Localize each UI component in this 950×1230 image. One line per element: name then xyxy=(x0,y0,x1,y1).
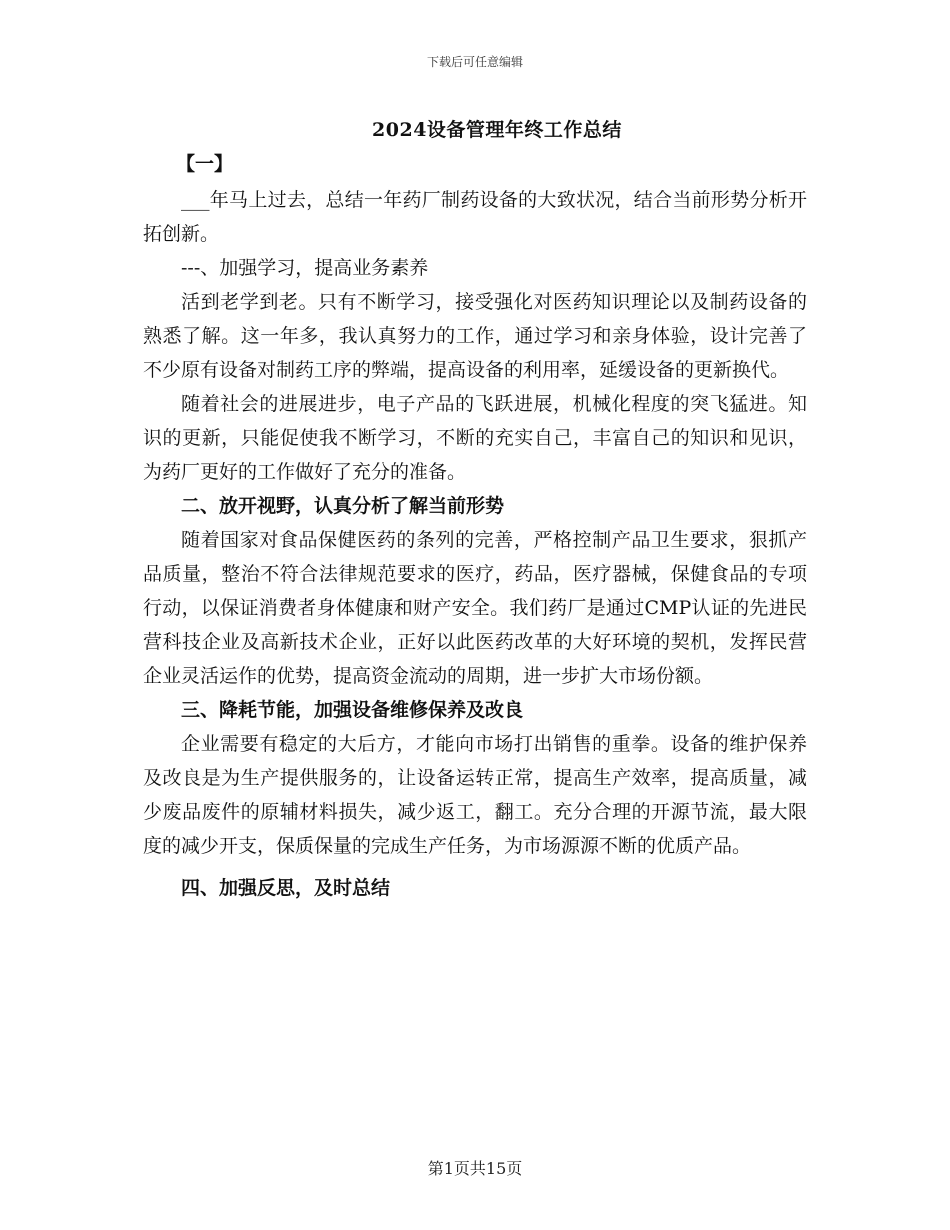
intro-paragraph: ___年马上过去，总结一年药厂制药设备的大致状况，结合当前形势分析开拓创新。 xyxy=(143,189,807,245)
body-paragraph: 随着国家对食品保健医药的条列的完善，严格控制产品卫生要求，狠抓产品质量，整治不符合法律规范要求的医疗，药品，医疗器械，保健食品的专项行动，以保证消费者身体健康和财产安全。我们药厂是通过CMP认证的先进民营科技企业及高新技术企业，正好以此医药改革的大好环境的契机，发挥民营企业灵活运作的优势，提高资金流动的周期，进一步扩大市场份额。 xyxy=(143,529,807,687)
body-paragraph: 随着社会的进展进步，电子产品的飞跃进展，机械化程度的突飞猛进。知识的更新，只能促使我不断学习，不断的充实自己，丰富自己的知识和见识，为药厂更好的工作做好了充分的准备。 xyxy=(143,393,807,483)
section-heading-1: ---、加强学习，提高业务素养 xyxy=(181,257,429,279)
section-heading-2: 二、放开视野，认真分析了解当前形势 xyxy=(181,495,505,517)
body-paragraph: 企业需要有稳定的大后方，才能向市场打出销售的重拳。设备的维护保养及改良是为生产提供服务的，让设备运转正常，提高生产效率，提高质量，减少废品废件的原辅材料损失，减少返工，翻工。充分合理的开源节流，最大限度的减少开支，保质保量的完成生产任务，为市场源源不断的优质产品。 xyxy=(143,733,807,857)
body-paragraph: 活到老学到老。只有不断学习，接受强化对医药知识理论以及制药设备的熟悉了解。这一年多，我认真努力的工作，通过学习和亲身体验，设计完善了不少原有设备对制药工序的弊端，提高设备的利用率，延缓设备的更新换代。 xyxy=(143,291,807,381)
page-header-note: 下载后可任意编辑 xyxy=(426,55,523,69)
page-number: 第1页共15页 xyxy=(427,1159,523,1178)
document-title: 2024设备管理年终工作总结 xyxy=(372,119,622,141)
section-heading-3: 三、降耗节能，加强设备维修保养及改良 xyxy=(181,699,524,721)
section-heading-4: 四、加强反思，及时总结 xyxy=(181,877,391,899)
document-body xyxy=(143,183,807,905)
section-marker: 【一】 xyxy=(176,153,234,175)
